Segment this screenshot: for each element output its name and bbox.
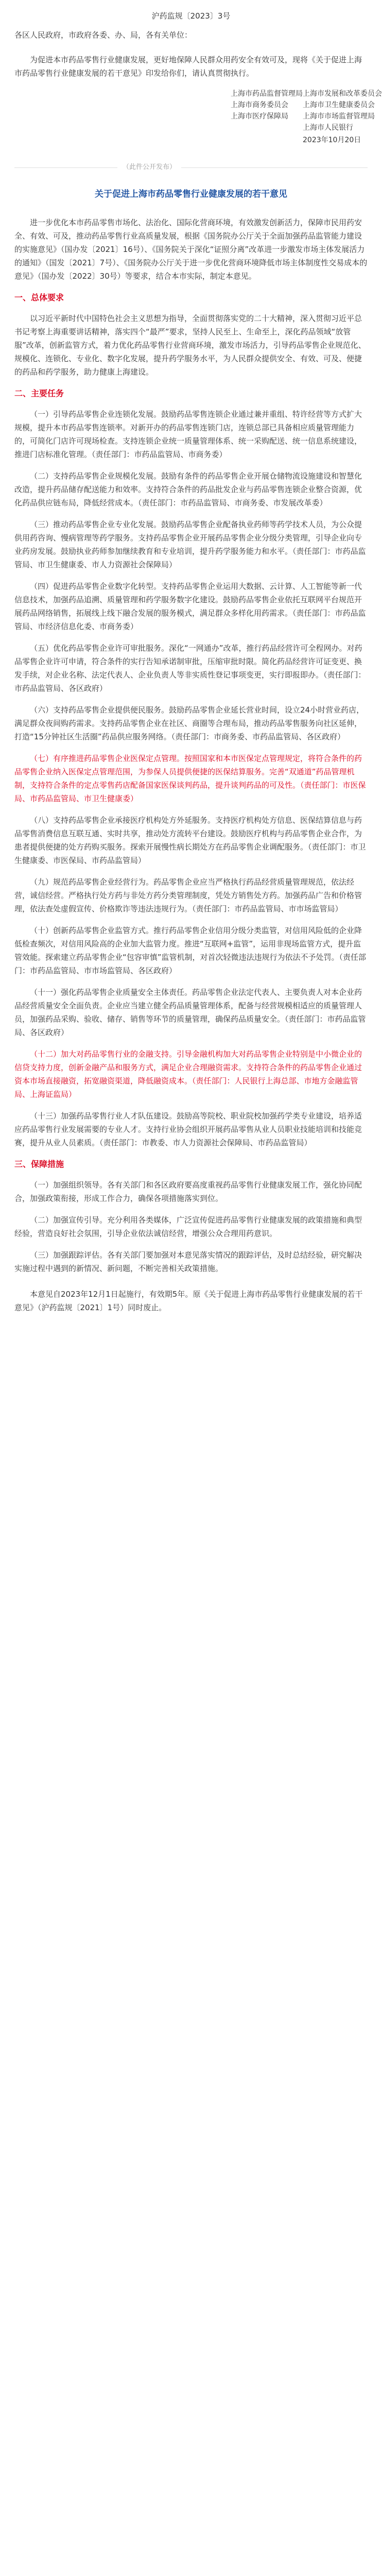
measure-paragraph: （二）支持药品零售企业规模化发展。鼓励有条件的药品零售企业开展仓储物流设施建设和智慧化改造，提升药品储存配送能力和效率。支持符合条件的药品批发企业与药品零售连锁企业整合资源，优化药品供应链布局，降低经营成本。（责任部门：市药品监管局、市商务委、市发展改革委） [14,471,362,507]
section-heading: 一、总体要求 [14,293,64,302]
safeguard-paragraph: （三）加强跟踪评估。各有关部门要加强对本意见落实情况的跟踪评估，及时总结经验，研究解决实施过程中遇到的新情况、新问题，不断完善相关政策措施。 [14,1250,362,1273]
signatory: 上海市发展和改革委员会 [303,90,382,98]
measure-paragraph: （九）规范药品零售企业经营行为。药品零售企业应当严格执行药品经营质量管理规范，依法经营，诚信经营。严格执行处方药与非处方药分类管理制度，凭处方销售处方药。加强药品广告和价格管理，依法查处虚假宣传、价格欺诈等违法违规行为。（责任部门：市药品监管局、市市场监管局） [14,877,362,913]
addressees: 各区人民政府，市政府各委、办、局，各有关单位： [14,30,193,40]
measure-paragraph-highlighted: （十二）加大对药品零售行业的金融支持。引导金融机构加大对药品零售企业特别是中小微企业的信贷支持力度，创新金融产品和服务方式，满足企业合理融资需求。支持符合条件的药品零售企业通过资本市场直接融资，拓宽融资渠道，降低融资成本。（责任部门：人民银行上海总部、市地方金融监管局、上海证监局） [14,1049,362,1099]
sign-date: 2023年10月20日 [303,136,361,144]
measure-paragraph: （八）支持药品零售企业承接医疗机构处方外延服务。支持医疗机构处方信息、医保结算信息与药品零售消费信息互联互通、实时共享，推动处方流转平台建设。鼓励医疗机构与药品零售企业合作，为患者提供便捷的处方药购买服务。探索开展慢性病长期处方在药品零售企业调配服务。（责任部门：市卫生健康委、市医保局、市药品监管局） [14,816,366,865]
safeguard-paragraph: （二）加强宣传引导。充分利用各类媒体，广泛宣传促进药品零售行业健康发展的政策措施和典型经验，营造良好社会氛围，引导企业依法诚信经营，增强公众合理用药意识。 [14,1215,362,1238]
divider-line [14,167,368,168]
section-heading: 三、保障措施 [14,1159,64,1169]
section-heading: 二、主要任务 [14,388,64,398]
signatory: 上海市医疗保障局 [231,112,288,121]
divider-label: （此件公开发布） [117,162,181,173]
measure-paragraph: （十一）强化药品零售企业质量安全主体责任。药品零售企业法定代表人、主要负责人对本企业药品经营质量安全全面负责。企业应当建立健全药品质量管理体系，配备与经营规模相适应的质量管理人员，加强药品采购、验收、储存、销售等环节的质量管理，确保药品质量安全。（责任部门：市药品监管局、各区政府） [14,988,366,1037]
measure-paragraph: （四）促进药品零售企业数字化转型。支持药品零售企业运用大数据、云计算、人工智能等新一代信息技术，加强药品追溯、质量管理和药学服务数字化建设。鼓励药品零售企业依托互联网平台规范开展药品网络销售，拓展线上线下融合发展的服务模式，满足群众多样化用药需求。（责任部门：市药品监管局、市经济信息化委、市商务委） [14,582,366,631]
section-paragraph: 以习近平新时代中国特色社会主义思想为指导，全面贯彻落实党的二十大精神，深入贯彻习近平总书记考察上海重要讲话精神，落实四个“最严”要求，坚持人民至上、生命至上，深化药品领域“放管服”改革，创新监管方式，着力优化药品零售行业营商环境，激发市场活力，引导药品零售企业规范化、规模化、连锁化、专业化、数字化发展，提升药学服务水平，为人民群众提供安全、有效、可及、便捷的药品和药学服务，助力健康上海建设。 [14,314,366,377]
measure-paragraph: （十三）加强药品零售行业人才队伍建设。鼓励高等院校、职业院校加强药学类专业建设，培养适应药品零售行业发展需要的专业人才。支持行业协会组织开展药品零售从业人员职业技能培训和技能竞赛，提升从业人员素质。（责任部门：市教委、市人力资源社会保障局、市药品监管局） [14,1111,362,1147]
intro-paragraph: 为促进本市药品零售行业健康发展，更好地保障人民群众用药安全有效可及，现将《关于促进上海市药品零售行业健康发展的若干意见》印发给你们，请认真贯彻执行。 [14,55,362,78]
measure-paragraph: （十）创新药品零售企业监管方式。推行药品零售企业信用分级分类监管，对信用风险低的企业降低检查频次，对信用风险高的企业加大监管力度。推进“互联网+监管”，运用非现场监管方式，提升监管效能。探索建立药品零售企业“包容审慎”监管机制，对首次轻微违法违规行为依法不予处罚。（责任部门：市药品监管局、市市场监管局、各区政府） [14,926,367,975]
measure-paragraph: （三）推动药品零售企业专业化发展。鼓励药品零售企业配备执业药师等药学技术人员，为公众提供用药咨询、慢病管理等药学服务。支持药品零售企业开展药品零售企业分级分类管理，引导企业向专业药房发展。鼓励执业药师参加继续教育和专业培训，提升药学服务能力和水平。（责任部门：市药品监管局、市卫生健康委、市人力资源社会保障局） [14,520,366,569]
preamble-paragraph: 进一步优化本市药品零售市场化、法治化、国际化营商环境，有效激发创新活力，保障市民用药安全、有效、可及，推动药品零售行业高质量发展，根据《国务院办公厅关于全面加强药品监管能力建设的实施意见》（国办发〔2021〕16号）、《国务院关于深化“证照分离”改革进一步激发市场主体发展活力的通知》（国发〔2021〕7号）、《国务院办公厅关于进一步优化营商环境降低市场主体制度性交易成本的意见》（国办发〔2022〕30号）等要求，结合本市实际，制定本意见。 [14,218,368,281]
signatory: 上海市人民银行 [303,124,353,132]
measure-paragraph: （一）引导药品零售企业连锁化发展。鼓励药品零售连锁企业通过兼并重组、特许经营等方式扩大规模，提升本市药品零售连锁率。对新开办的药品零售连锁门店，连锁总部已具备相应质量管理能力的，可简化门店许可现场检查。支持连锁企业统一质量管理体系、统一采购配送、统一信息系统建设，推进门店标准化管理。（责任部门：市药品监管局、市商务委） [14,410,362,459]
signatory: 上海市商务委员会 [231,101,288,109]
measure-paragraph-highlighted: （七）有序推进药品零售企业医保定点管理。按照国家和本市医保定点管理规定，将符合条件的药品零售企业纳入医保定点管理范围，为参保人员提供便捷的医保结算服务。完善“双通道”药品管理机制，支持符合条件的定点零售药店配备国家医保谈判药品，提升谈判药品的可及性。（责任部门：市医保局、市药品监管局、市卫生健康委） [14,754,366,803]
document-page [14,10,382,1314]
divider [14,162,368,173]
signatory: 上海市市场监督管理局 [303,112,375,121]
safeguard-paragraph: （一）加强组织领导。各有关部门和各区政府要高度重视药品零售行业健康发展工作，强化协同配合，加强政策衔接，形成工作合力，确保各项措施落实到位。 [14,1180,362,1203]
signatory: 上海市药品监督管理局 [231,90,303,98]
measure-paragraph: （五）优化药品零售企业许可审批服务。深化“一网通办”改革，推行药品经营许可全程网办。对药品零售企业许可申请，符合条件的实行告知承诺制审批，压缩审批时限。简化药品经营许可证变更、换发手续，对企业名称、法定代表人、企业负责人等非实质性登记事项变更，实行即报即办。（责任部门：市药品监管局、各区政府） [14,643,366,693]
signatory-block [14,88,382,150]
document-number: 沪药监规〔2023〕3号 [151,11,231,21]
measure-paragraph: （六）支持药品零售企业提供便民服务。鼓励药品零售企业延长营业时间，设立24小时营业药店，满足群众夜间购药需求。支持药品零售企业在社区、商圈等合理布局，推动药品零售服务向社区延伸，打造“15分钟社区生活圈”药品供应服务网络。（责任部门：市商务委、市药品监管局、各区政府） [14,705,364,741]
effective-date-note: 本意见自2023年12月1日起施行，有效期5年。原《关于促进上海市药品零售行业健康发展的若干意见》（沪药监规〔2021〕1号）同时废止。 [14,1290,363,1312]
signatory: 上海市卫生健康委员会 [303,101,375,109]
document-title: 关于促进上海市药品零售行业健康发展的若干意见 [95,189,287,199]
